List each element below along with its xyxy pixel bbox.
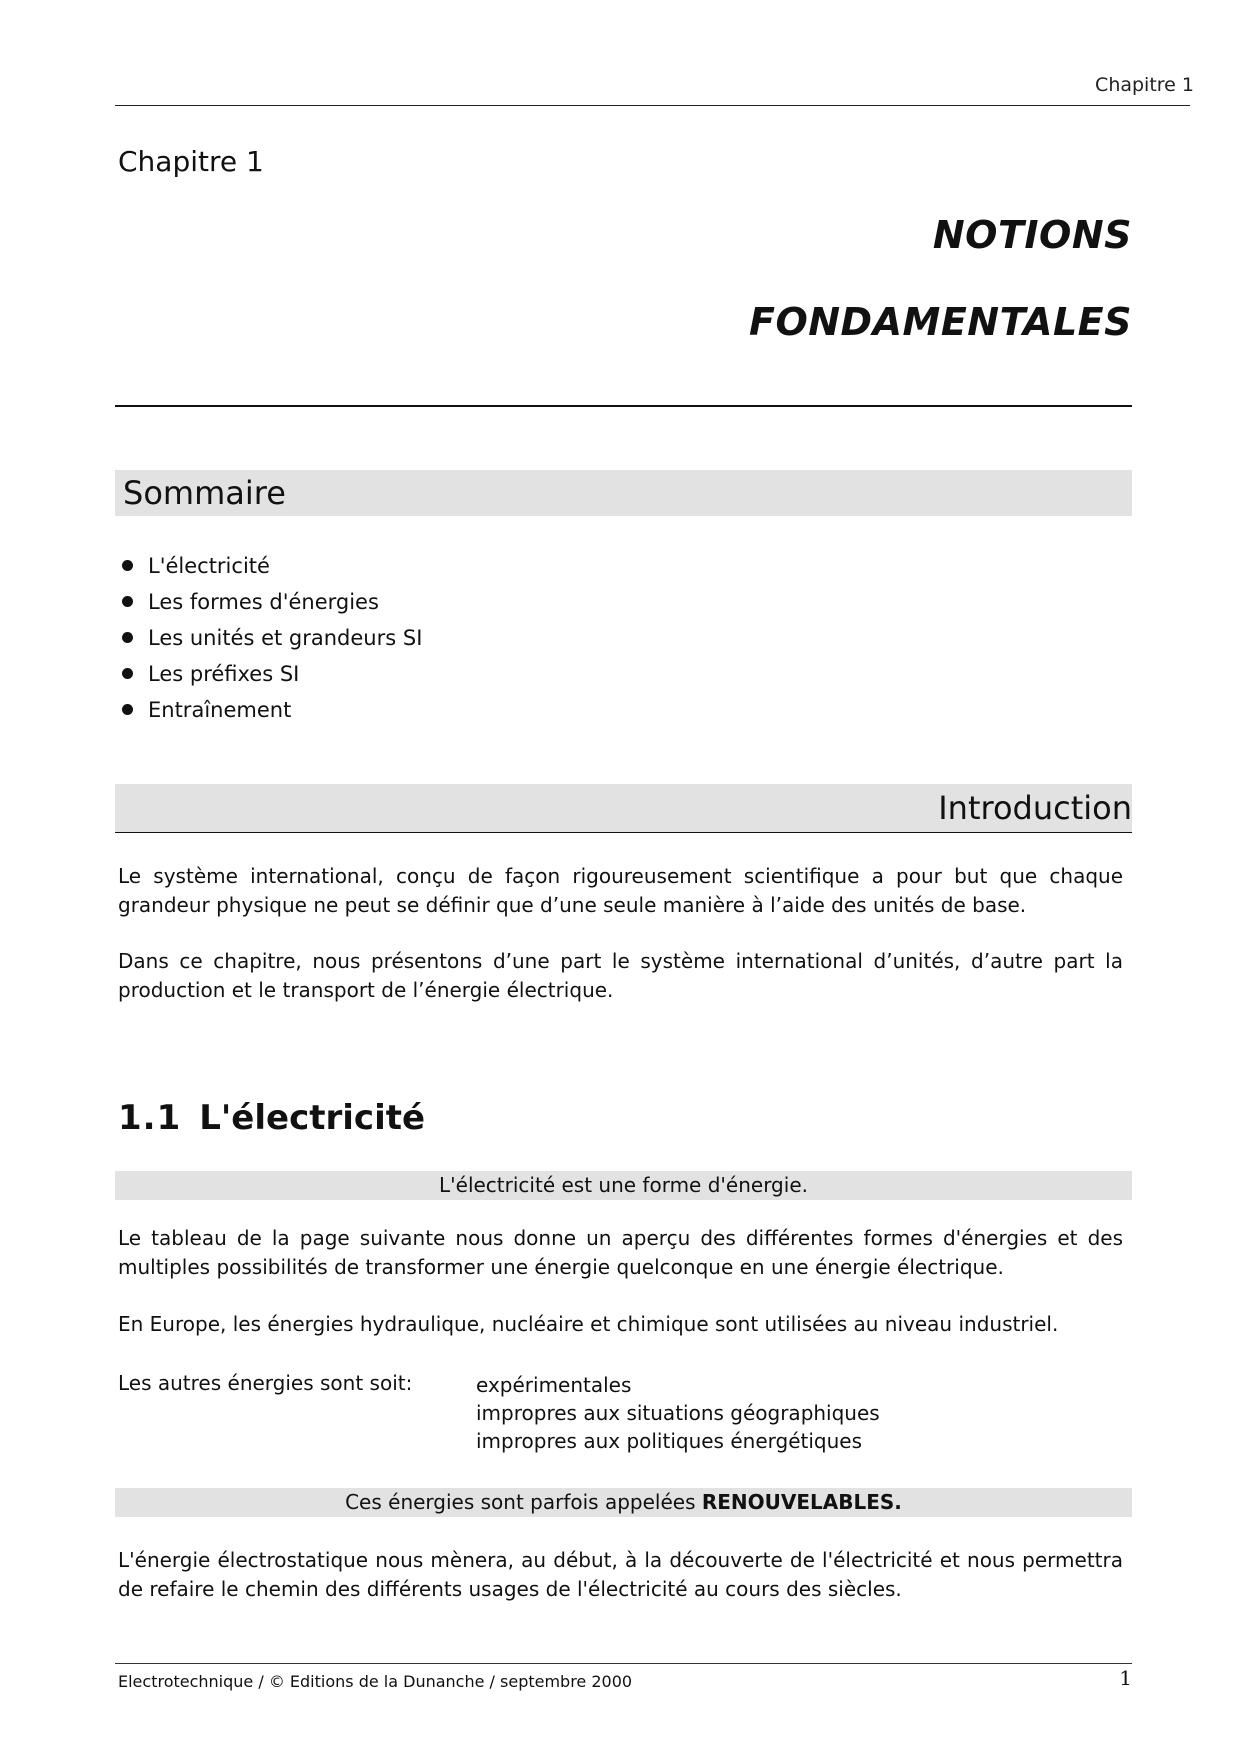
renewables-banner-text: Ces énergies sont parfois appelées (345, 1490, 702, 1514)
running-header: Chapitre 1 (1095, 74, 1194, 96)
other-energies-item: impropres aux situations géographiques (476, 1401, 880, 1425)
sommaire-list (118, 552, 422, 732)
sommaire-heading-band (115, 470, 1132, 516)
section-number: 1.1 (118, 1098, 182, 1138)
introduction-paragraph-2: Dans ce chapitre, nous présentons d’une part le système international d’unités, d’autre part la production et le transport de l’énergie électrique. (118, 949, 1123, 1002)
footer-rule (115, 1663, 1132, 1664)
renewables-banner (115, 1488, 1132, 1517)
section-paragraph-2: En Europe, les énergies hydraulique, nucléaire et chimique sont utilisées au niveau industriel. (118, 1312, 1059, 1336)
sommaire-item: Entraînement (118, 696, 422, 732)
introduction-heading: Introduction (938, 789, 1132, 827)
other-energies-list (476, 1371, 880, 1455)
sommaire-item: Les formes d'énergies (118, 588, 422, 624)
introduction-heading-band (115, 784, 1132, 833)
header-rule (115, 105, 1190, 106)
sommaire-item: L'électricité (118, 552, 422, 588)
sommaire-heading: Sommaire (123, 474, 286, 512)
introduction-paragraph-1: Le système international, conçu de façon rigoureusement scientifique a pour but que chaque grandeur physique ne peut se définir que d’une seule manière à l’aide des unités de base. (118, 864, 1123, 917)
section-paragraph-3: L'énergie électrostatique nous mènera, au début, à la découverte de l'électricité et nous permettra de refaire le chemin des différents usages de l'électricité au cours des siècles. (118, 1548, 1123, 1601)
section-heading (118, 1098, 425, 1138)
definition-banner: L'électricité est une forme d'énergie. (115, 1171, 1132, 1200)
other-energies-label: Les autres énergies sont soit: (118, 1371, 413, 1395)
page-number: 1 (1119, 1666, 1132, 1690)
chapter-title-line-2: FONDAMENTALES (748, 300, 1132, 344)
renewables-emphasis: RENOUVELABLES. (701, 1490, 902, 1514)
sommaire-item: Les unités et grandeurs SI (118, 624, 422, 660)
other-energies-item: expérimentales (476, 1373, 632, 1397)
footer-text: Electrotechnique / © Editions de la Dunanche / septembre 2000 (118, 1672, 633, 1691)
chapter-title-line-1: NOTIONS (932, 213, 1132, 257)
section-title: L'électricité (199, 1098, 426, 1138)
other-energies-item: impropres aux politiques énergétiques (476, 1429, 862, 1453)
section-paragraph-1: Le tableau de la page suivante nous donne un aperçu des différentes formes d'énergies et des multiples possibilités de transformer une énergie quelconque en une énergie électrique. (118, 1226, 1123, 1279)
sommaire-item: Les préfixes SI (118, 660, 422, 696)
chapter-label: Chapitre 1 (118, 145, 264, 178)
title-divider (115, 405, 1132, 407)
